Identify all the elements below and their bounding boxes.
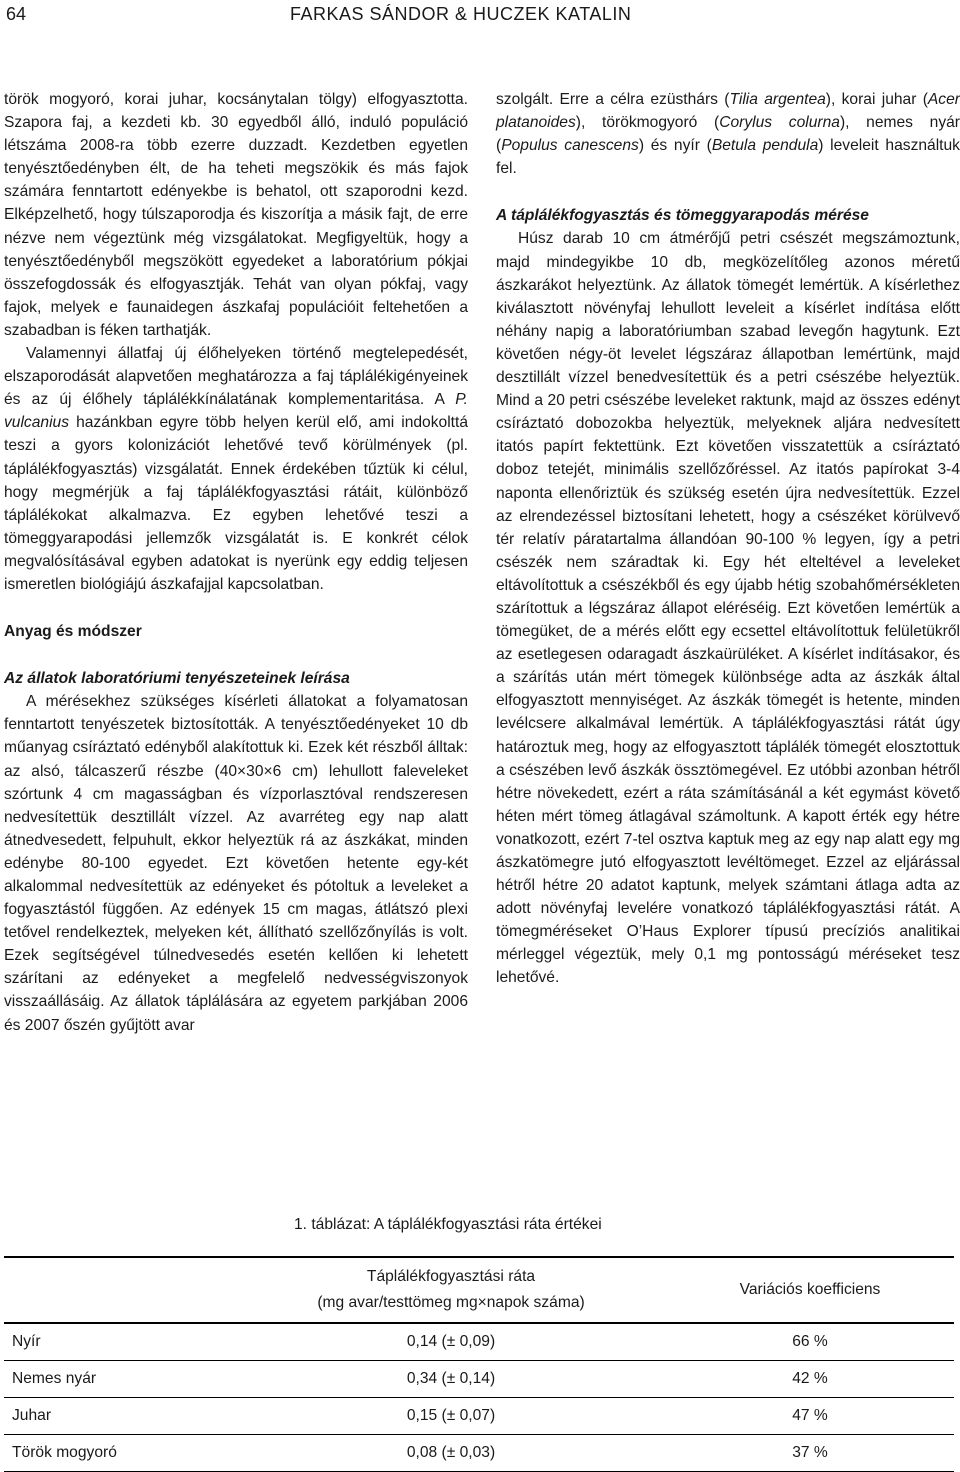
table-cell: Juhar: [4, 1398, 236, 1435]
table-row: [4, 1323, 954, 1361]
table-row: [4, 1361, 954, 1398]
table-cell: Nyír: [4, 1323, 236, 1361]
table-cell: 0,15 (± 0,07): [236, 1398, 666, 1435]
table-row: [4, 1398, 954, 1435]
column-header: Variációs koefficiens: [666, 1257, 954, 1323]
right-column: [496, 88, 960, 990]
text-run: ) leveleit használtuk fel.: [496, 137, 960, 178]
text-run: ), törökmogyoró (: [575, 114, 720, 132]
paragraph: Húsz darab 10 cm átmérőjű petri csészét megszámoztunk, majd mindegyikbe 10 db, megközelítőleg azonos méretű ászkarákot helyeztünk. Az állatok tömegét lemértük. A kísérlethez kiválasztott növényfaj lehullott leveleit a kísérlet indítása előtt néhány napig a laboratóriumban szabad levegőn hagytunk. Ezt követően négy-öt levelet légszáraz állapotban lemértünk, majd desztillált vízzel benedvesítettük és a petri csészébe helyeztük. Mind a 20 petri csészébe leveleket raktunk, majd az összes edényt csíráztató dobozokba helyeztük, melyeknek aljára nedvesített itatós papírt fektettünk. Ezt követően visszatettük a csíráztató doboz tetejét, minimális szellőzőréssel. Az itatós papírokat 3-4 naponta ellenőriztük és szükség esetén újra nedvesítettük. Ezzel az elrendezéssel biztosítani lehetett, hogy a csészéket körülvevő tér relatív páratartalma állandóan 90-100 % legyen, így a petri csészék nem száradtak ki. Egy hét elteltével a leveleket eltávolítottuk a csészékből és egy újabb hétig szobahőmérsékleten szárítottuk a légszáraz állapot eléréséig. Ezt követően lemértük a tömegüket, de a mérés előtt egy ecsettel eltávolítottuk felületükről az esetlegesen odaragadt ászkaürüléket. A kísérlet indításakor, és a szárítás után mért tömegek különbsége adta az ászkák által elfogyasztott mennyiséget. Az ászkák tömegét is hetente, minden levélcsere alkalmával lemértük. A táplálékfogyasztási rátát úgy határoztuk meg, hogy az elfogyasztott táplálék tömegét elosztottuk a csészében levő ászkák össztömegével. Ez utóbbi azonban hétről hétre növekedett, ezért a ráta számításánál a két egymást követő héten mért tömeg átlagával számoltunk. A kapott érték egy hétre vonatkozott, ezért 7-tel osztva kaptuk meg az egy nap alatt egy mg ászkatömegre jutó elfogyasztott levéltömeget. Ezzel az eljárással hétről hétre 20 adatot kaptunk, melyek számtani átlaga adta az adott növényfaj levelére vonatkozó táplálékfogyasztási rátát. A tömegméréseket O’Haus Explorer típusú precíziós analitikai mérleggel végeztük, mely 0,1 mg pontosságú méréseket tesz lehetővé.: [496, 230, 960, 987]
table-header-row: [4, 1257, 954, 1323]
species-name: Betula pendula: [711, 137, 819, 155]
species-name: P. vulcanius: [4, 391, 468, 432]
header-line: (mg avar/testtömeg mg×napok száma): [317, 1294, 585, 1311]
section-heading: Anyag és módszer: [4, 623, 142, 641]
text-run: Valamennyi állatfaj új élőhelyeken történő megtelepedését, elszaporodását alapvetően meghatározza a faj táplálékigényeinek és az új élőhely táplálékkínálatának komplementaritása. A: [4, 345, 468, 409]
table-cell: 66 %: [666, 1323, 954, 1361]
header-line: Táplálékfogyasztási ráta: [366, 1268, 536, 1285]
text-run: hazánkban egyre több helyen kerül elő, ami indokolttá teszi a gyors kolonizációt lehetővé tevő körülmények (pl. táplálékfogyasztás) vizsgálatát. Ennek érdekében tűztük ki célul, hogy megmérjük a faj táplálékfogyasztási rátáit, különböző táplálékokat alkalmazva. Ez egyben lehetővé teszi a tömeggyarapodási jellemzők vizsgálatát is. E konkrét célok megvalósításával egyben adatokat is nyerünk egy eddig teljesen ismeretlen biológiájú ászkafajjal kapcsolatban.: [4, 414, 468, 593]
species-name: Populus canescens: [501, 137, 639, 155]
running-title: FARKAS SÁNDOR & HUCZEK KATALIN: [290, 4, 632, 24]
text-run: szolgált. Erre a célra ezüsthárs (: [496, 91, 730, 108]
paragraph: [4, 342, 468, 596]
species-name: Tilia argentea: [729, 91, 826, 108]
paragraph: török mogyoró, korai juhar, kocsánytalan tölgy) elfogyasztotta. Szapora faj, a kezdeti kb. 30 egyedből álló, induló populáció létszáma 2008-ra több ezerre duzzadt. Kezdetben egyetlen tenyésztőedényben élt, de ha teheti megszökik és más fajok számára fenntartott edényekbe is behatol, ott szaporodni kezd. Elképzelhető, hogy túlszaporodja és kiszorítja a másik fajt, de erre nézve nem végeztünk még vizsgálatokat. Megfigyeltük, hogy a tenyésztőedényből megszökött egyedeket a laboratórium pókjai összefogdossák és elfogyasztják. Tehát van olyan pókfaj, vagy fajok, melyek e faunaidegen ászkafaj populációit feltehetően a szabadban is féken tarthatják.: [4, 91, 468, 339]
table-caption: 1. táblázat: A táplálékfogyasztási ráta értékei: [294, 1216, 602, 1233]
column-header: [4, 1257, 236, 1323]
table-cell: 0,34 (± 0,14): [236, 1361, 666, 1398]
table-cell: 42 %: [666, 1361, 954, 1398]
table-cell: 47 %: [666, 1398, 954, 1435]
table-cell: 0,08 (± 0,03): [236, 1435, 666, 1472]
paragraph: A mérésekhez szükséges kísérleti állatokat a folyamatosan fenntartott tenyészetek biztosították. A tenyésztőedényeket 10 db műanyag csíráztató edényből alakítottuk ki. Ezek két részből álltak: az alsó, tálcaszerű részbe (40×30×6 cm) lehullott faleveleket szórtunk 4 cm magasságban és vízporlasztóval rendszeresen nedvesítettük desztillált vízzel. Az avarréteg egy nap alatt átnedvesedett, felpuhult, ekkor helyeztük rá az ászkákat, minden edénybe 80-100 egyedet. Ezt követően hetente egy-két alkalommal nedvesítettük az edényeket és pótoltuk a leveleket a fogyasztástól függően. Az edények 15 cm magas, átlátszó plexi tetővel rendelkeztek, melyeken két, állítható szellőzőnyílás is volt. Ezek segítségével túlnedvesedés esetén kellően ki lehetett szárítani az edényeket a megfelelő nedvességviszonyok visszaállásáig. Az állatok táplálására az egyetem parkjában 2006 és 2007 őszén gyűjtött avar: [4, 693, 468, 1034]
subsection-heading: A táplálékfogyasztás és tömeggyarapodás mérése: [496, 207, 869, 225]
data-table: [4, 1256, 954, 1472]
left-column: [4, 88, 468, 1037]
page-header: [0, 0, 960, 32]
column-header: [236, 1257, 666, 1323]
table-row: [4, 1435, 954, 1472]
text-run: ), korai juhar (: [825, 91, 928, 108]
page-number: 64: [6, 4, 27, 24]
text-run: ) és nyír (: [638, 137, 712, 155]
text-run: ), nemes nyár (: [496, 114, 960, 155]
table-cell: Nemes nyár: [4, 1361, 236, 1398]
species-name: Acer platanoides: [496, 91, 960, 132]
table-cell: 37 %: [666, 1435, 954, 1472]
table-cell: 0,14 (± 0,09): [236, 1323, 666, 1361]
species-name: Corylus colurna: [719, 114, 840, 132]
paragraph: [496, 88, 960, 180]
table-cell: Török mogyoró: [4, 1435, 236, 1472]
subsection-heading: Az állatok laboratóriumi tenyészeteinek leírása: [4, 670, 350, 688]
